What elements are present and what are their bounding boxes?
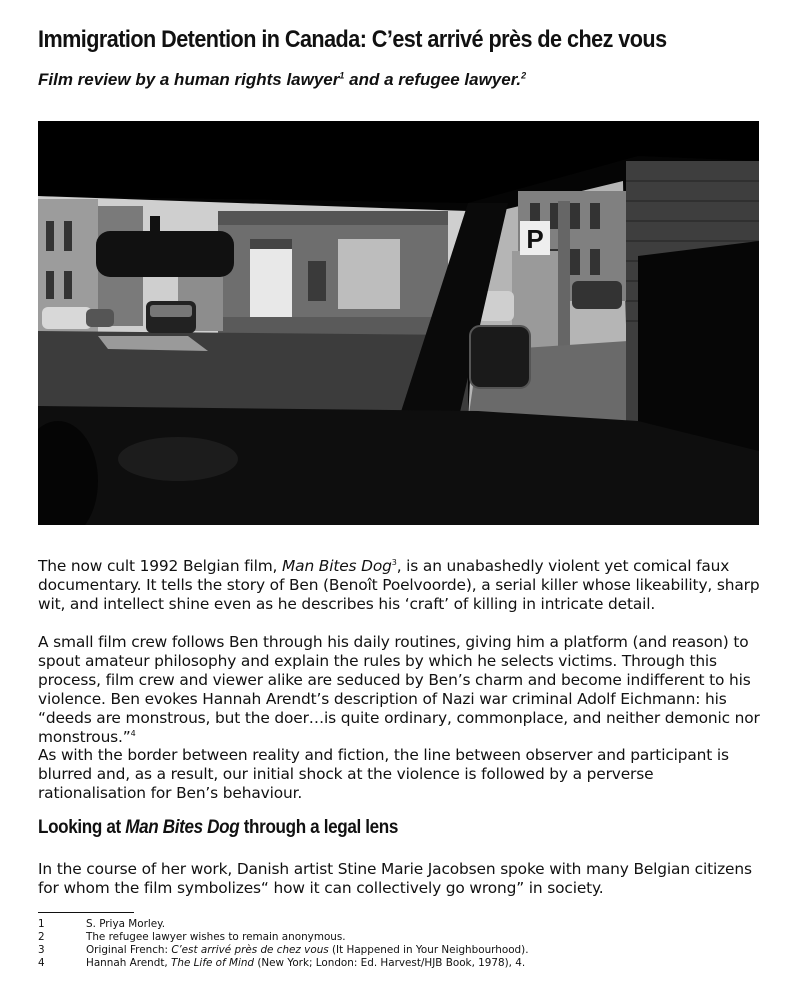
photo-illustration (38, 121, 759, 525)
parking-sign: P (526, 224, 544, 254)
footnote-number: 4 (38, 957, 45, 969)
footnote-text-a: Original French: (86, 944, 172, 956)
footnote-2 (38, 931, 778, 944)
section-heading (38, 817, 398, 839)
footnote-italic: The Life of Mind (171, 957, 255, 969)
footnote-text-a: Hannah Arendt, (86, 957, 172, 969)
footnote-text: The refugee lawyer wishes to remain anonymous. (86, 931, 346, 943)
footnotes (38, 918, 778, 970)
footnote-text (86, 957, 525, 970)
body-paragraph-1 (38, 557, 763, 614)
footnote-number: 1 (38, 918, 45, 930)
footnote-number: 3 (38, 944, 45, 956)
subtitle-text-2: and a refugee lawyer. (344, 70, 522, 89)
body-paragraph-2 (38, 633, 763, 747)
body-paragraph-3: As with the border between reality and fiction, the line between observer and participant is blurred and, as a result, our initial shock at the violence is followed by a perverse rationalisation for Ben’s behaviour. (38, 746, 729, 802)
footnote-text-b: (It Happened in Your Neighbourhood). (328, 944, 529, 956)
footnote-ref-3: 3 (391, 557, 397, 567)
footnote-ref-4: 4 (130, 728, 136, 738)
article-title: Immigration Detention in Canada: C’est arrivé près de chez vous (38, 26, 667, 53)
footnote-number: 2 (38, 931, 45, 943)
section-text-a: Looking at (38, 817, 126, 838)
footnote-italic: C’est arrivé près de chez vous (171, 944, 329, 956)
footnote-text: S. Priya Morley. (86, 918, 166, 930)
footnote-divider (38, 912, 134, 913)
footnote-ref-1: 1 (339, 70, 345, 81)
footnote-text-b: (New York; London: Ed. Harvest/HJB Book, 1978), 4. (254, 957, 526, 969)
article-subtitle (38, 70, 526, 90)
section-text-b: through a legal lens (239, 817, 399, 838)
footnote-ref-2: 2 (521, 70, 527, 81)
p2-text: A small film crew follows Ben through his daily routines, giving him a platform (and reason) to spout amateur philosophy and explain the rules by which he selects victims. Through this process, film crew and viewer alike are seduced by Ben’s charm and become indifferent to his violence. Ben evokes Hannah Arendt’s description of Nazi war criminal Adolf Eichmann: his “deeds are monstrous, but the doer…is quite ordinary, commonplace, and neither demonic nor monstrous.” (38, 633, 760, 746)
footnote-text (86, 944, 529, 957)
subtitle-text-1: Film review by a human rights lawyer (38, 70, 340, 89)
footnote-3 (38, 944, 778, 957)
car-interior-street-photo (38, 121, 759, 525)
body-paragraph-4: In the course of her work, Danish artist Stine Marie Jacobsen spoke with many Belgian citizens for whom the film symbolizes“ how it can collectively go wrong” in society. (38, 860, 752, 897)
footnote-1 (38, 918, 778, 931)
p1-text-b: , is an unabashedly violent yet comical faux documentary. It tells the story of Ben (Benoît Poelvoorde), a serial killer whose likeability, sharp wit, and intellect shine even as he describes his ‘craft’ of killing in intricate detail. (38, 557, 760, 613)
section-film-title: Man Bites Dog (125, 817, 240, 838)
footnote-4 (38, 957, 778, 970)
p1-text-a: The now cult 1992 Belgian film, (38, 557, 283, 575)
film-title: Man Bites Dog (282, 557, 392, 575)
